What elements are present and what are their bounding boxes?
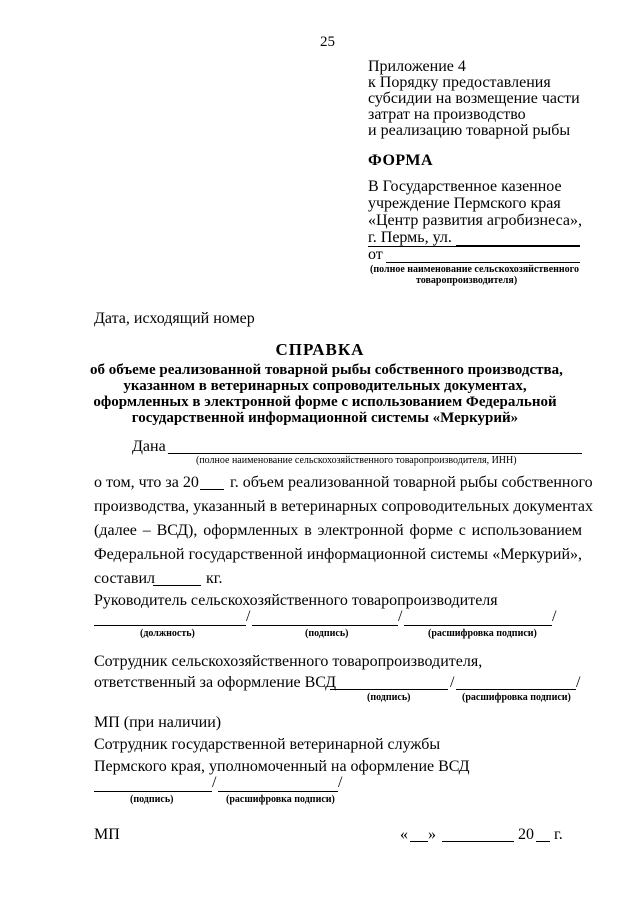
issued-blank[interactable] <box>168 453 582 454</box>
body-line-2: производства, указанный в ветеринарных сопроводительных документах <box>94 498 593 515</box>
slash-2: / <box>398 608 403 625</box>
body-line-4: Федеральной государственной информационной системы «Меркурий», <box>94 546 582 563</box>
appendix-line-1: Приложение 4 <box>368 58 466 75</box>
footer-year-blank[interactable] <box>536 841 550 842</box>
slash-7: / <box>338 774 343 791</box>
year-prefix: 20 <box>518 826 534 843</box>
form-label: ФОРМА <box>368 152 434 169</box>
decoding-caption-2: (расшифровка подписи) <box>462 692 571 703</box>
issued-label: Дана <box>132 438 166 455</box>
month-blank[interactable] <box>442 841 514 842</box>
body-line-5-suffix: кг. <box>206 570 223 587</box>
position-caption: (должность) <box>140 628 195 639</box>
appendix-line-4: затрат на производство <box>368 106 526 123</box>
employee-line-1: Сотрудник сельскохозяйственного товаропроизводителя, <box>94 653 483 670</box>
page-number: 25 <box>320 34 335 50</box>
slash-1: / <box>246 608 251 625</box>
subtitle-line-3: оформленных в электронной форме с использованием Федеральной <box>93 394 557 410</box>
addressee-blank-line[interactable] <box>368 246 580 247</box>
from-caption-1: (полное наименование сельскохозяйственного <box>370 264 579 275</box>
from-blank[interactable] <box>386 262 580 263</box>
year-blank[interactable] <box>200 489 224 490</box>
issued-caption: (полное наименование сельскохозяйственного товаропроизводителя, ИНН) <box>196 455 517 466</box>
employee-line-2: ответственный за оформление ВСД <box>94 674 337 691</box>
slash-3: / <box>552 608 557 625</box>
decoding-caption-3: (расшифровка подписи) <box>226 794 335 805</box>
signature-caption-2: (подпись) <box>367 692 411 703</box>
addressee-line-3: «Центр развития агробизнеса», <box>368 212 583 229</box>
addressee-line-2: учреждение Пермского края <box>368 195 561 212</box>
decoding-caption-1: (расшифровка подписи) <box>428 628 537 639</box>
signature-caption-1: (подпись) <box>305 628 349 639</box>
appendix-line-2: к Порядку предоставления <box>368 74 551 91</box>
vet-line-1: Сотрудник государственной ветеринарной службы <box>94 736 441 753</box>
slash-5: / <box>576 674 581 691</box>
amount-blank[interactable] <box>153 585 201 586</box>
quote-open: « <box>400 826 408 843</box>
employee-decoding-blank[interactable] <box>456 689 576 690</box>
signature-caption-3: (подпись) <box>130 794 174 805</box>
appendix-line-5: и реализацию товарной рыбы <box>368 122 571 139</box>
from-caption-2: товаропроизводителя) <box>416 275 518 286</box>
body-line-1-suffix: г. объем реализованной товарной рыбы собственного <box>230 474 593 491</box>
vet-line-2: Пермского края, уполномоченный на оформление ВСД <box>94 758 470 775</box>
slash-6: / <box>212 774 217 791</box>
body-line-3: (далее – ВСД), оформленных в электронной форме с использованием <box>94 522 582 539</box>
subtitle-line-1: об объеме реализованной товарной рыбы собственного производства, <box>90 362 563 378</box>
addressee-line-4: г. Пермь, ул. <box>368 229 452 246</box>
date-number-label: Дата, исходящий номер <box>94 310 255 327</box>
head-decoding-blank[interactable] <box>404 625 552 626</box>
document-title: СПРАВКА <box>275 340 365 359</box>
vet-signature-blank[interactable] <box>94 791 212 792</box>
day-blank[interactable] <box>410 841 428 842</box>
body-line-1-prefix: о том, что за 20 <box>94 474 199 491</box>
slash-4: / <box>450 674 455 691</box>
vet-decoding-blank[interactable] <box>218 791 338 792</box>
stamp-label: МП (при наличии) <box>94 714 222 731</box>
addressee-line-1: В Государственное казенное <box>368 178 562 195</box>
employee-signature-blank[interactable] <box>330 689 448 690</box>
appendix-line-3: субсидии на возмещение части <box>368 90 580 107</box>
year-suffix: г. <box>554 826 563 843</box>
body-line-5-prefix: составил <box>94 570 155 587</box>
subtitle-line-4: государственной информационной системы «Меркурий» <box>131 410 519 426</box>
head-position-blank[interactable] <box>94 625 246 626</box>
from-label: от <box>368 246 383 263</box>
head-signature-blank[interactable] <box>252 625 398 626</box>
subtitle-line-2: указанном в ветеринарных сопроводительных документах, <box>123 378 527 394</box>
head-label: Руководитель сельскохозяйственного товаропроизводителя <box>94 592 498 609</box>
quote-close: » <box>428 826 436 843</box>
footer-stamp: МП <box>94 826 120 843</box>
